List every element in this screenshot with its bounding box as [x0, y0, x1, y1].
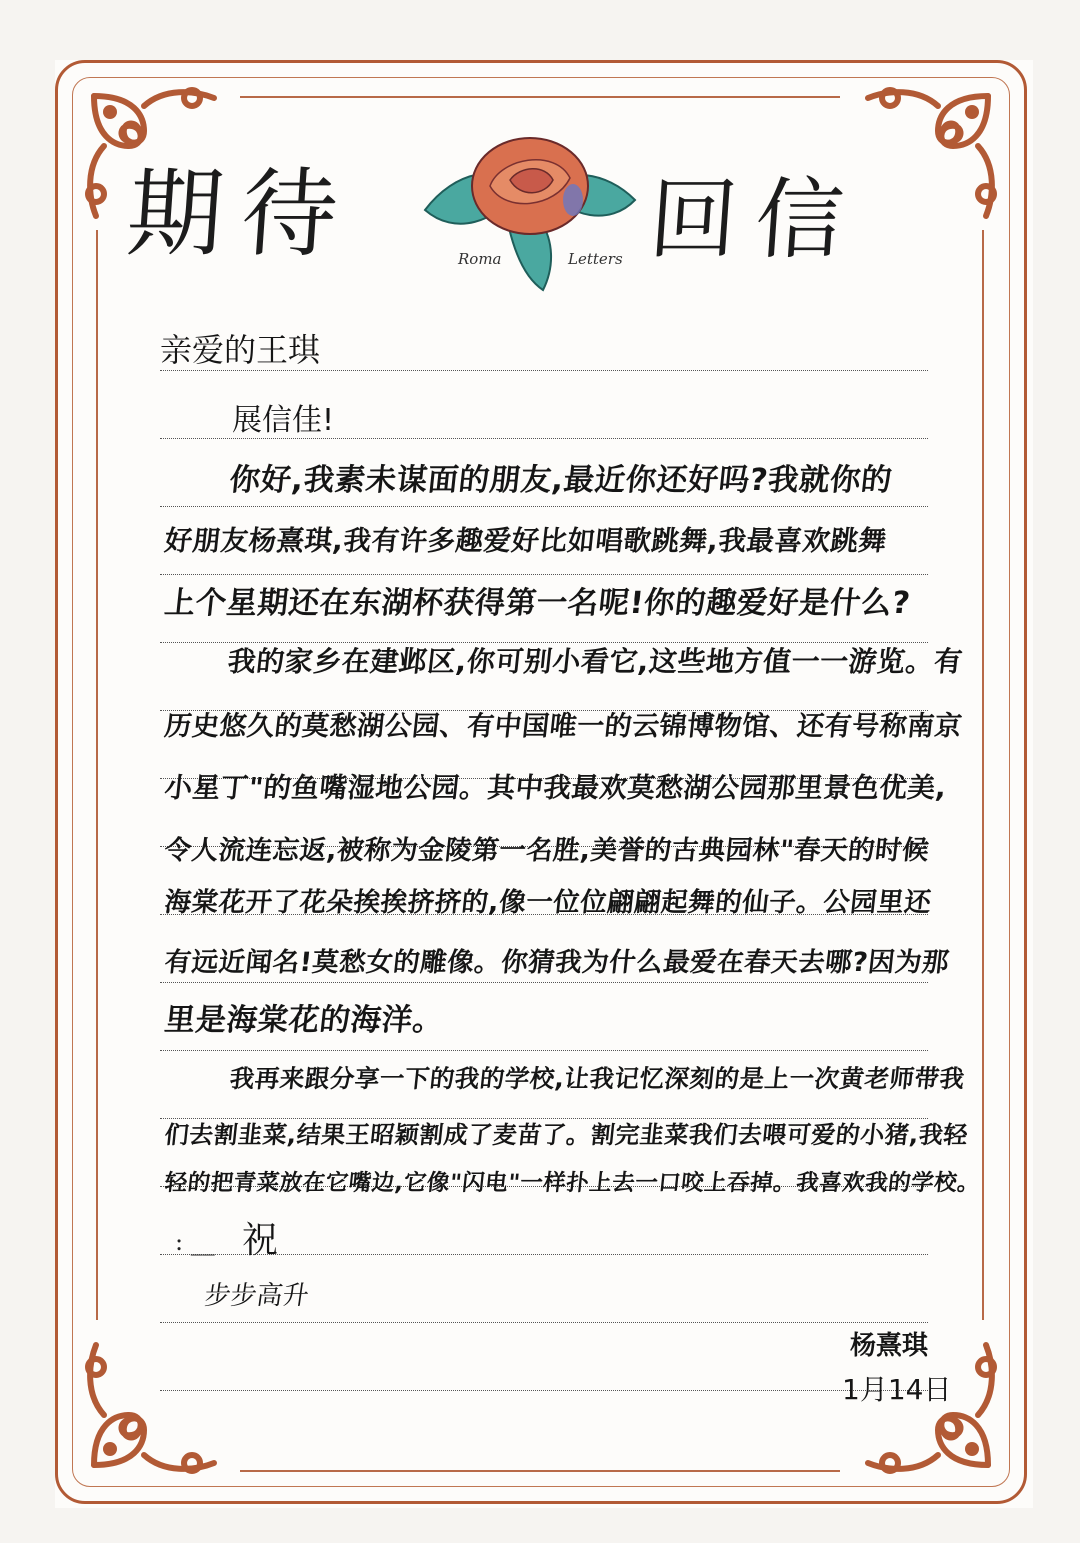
letter-line: 历史悠久的莫愁湖公园、有中国唯一的云锦博物馆、还有号称南京	[163, 711, 964, 742]
letter-line: 轻的把青菜放在它嘴边,它像"闪电"一样扑上去一口咬上吞掉。我喜欢我的学校。	[163, 1170, 982, 1196]
closing-marks: : __	[175, 1228, 215, 1256]
letter-line: 们去割韭菜,结果王昭颖割成了麦苗了。割完韭菜我们去喂可爱的小猪,我轻	[163, 1121, 970, 1149]
ruled-line	[160, 982, 928, 983]
letter-line: 小星丁"的鱼嘴湿地公园。其中我最欢莫愁湖公园那里景色优美,	[163, 772, 949, 804]
letter-greeting: 亲爱的王琪	[160, 331, 321, 369]
right-border-line	[982, 230, 984, 1320]
corner-ornament-icon	[74, 1325, 234, 1485]
corner-ornament-icon	[848, 76, 1008, 236]
letter-line: 上个星期还在东湖杯获得第一名呢!你的趣爱好是什么?	[162, 586, 913, 621]
ruled-line	[160, 1322, 928, 1323]
letter-line: 海棠花开了花朵挨挨挤挤的,像一位位翩翩起舞的仙子。公园里还	[163, 887, 933, 918]
emblem-text-left: Roma	[458, 250, 502, 268]
letter-wish: 步步高升	[202, 1281, 311, 1311]
letter-line: 好朋友杨熹琪,我有许多趣爱好比如唱歌跳舞,我最喜欢跳舞	[163, 525, 889, 557]
emblem-text-right: Letters	[568, 250, 623, 268]
ruled-line	[160, 1390, 928, 1391]
letter-line: 里是海棠花的海洋。	[162, 1003, 446, 1038]
letter-salutation: 展信佳!	[232, 403, 335, 438]
ruled-line	[160, 574, 928, 575]
bottom-border-line	[240, 1470, 840, 1472]
letter-line: 我的家乡在建邺区,你可别小看它,这些地方值一一游览。有	[226, 645, 965, 678]
left-border-line	[96, 230, 98, 1320]
ruled-line	[160, 1050, 928, 1051]
letter-date: 1月14日	[842, 1373, 952, 1406]
letter-signature: 杨熹琪	[850, 1331, 929, 1361]
letter-line: 有远近闻名!莫愁女的雕像。你猜我为什么最爱在春天去哪?因为那	[163, 947, 951, 978]
letter-line: 你好,我素未谋面的朋友,最近你还好吗?我就你的	[227, 463, 894, 498]
page-title-right: 回信	[645, 168, 866, 271]
letter-closing: 祝	[242, 1220, 279, 1261]
page-title-left: 期待	[123, 158, 360, 270]
top-border-line	[240, 96, 840, 98]
rose-icon	[405, 118, 655, 298]
ruled-line	[160, 506, 928, 507]
letter-line: 令人流连忘返,被称为金陵第一名胜,美誉的古典园林"春天的时候	[163, 835, 931, 866]
letter-line: 我再来跟分享一下的我的学校,让我记忆深刻的是上一次黄老师带我	[228, 1064, 967, 1093]
